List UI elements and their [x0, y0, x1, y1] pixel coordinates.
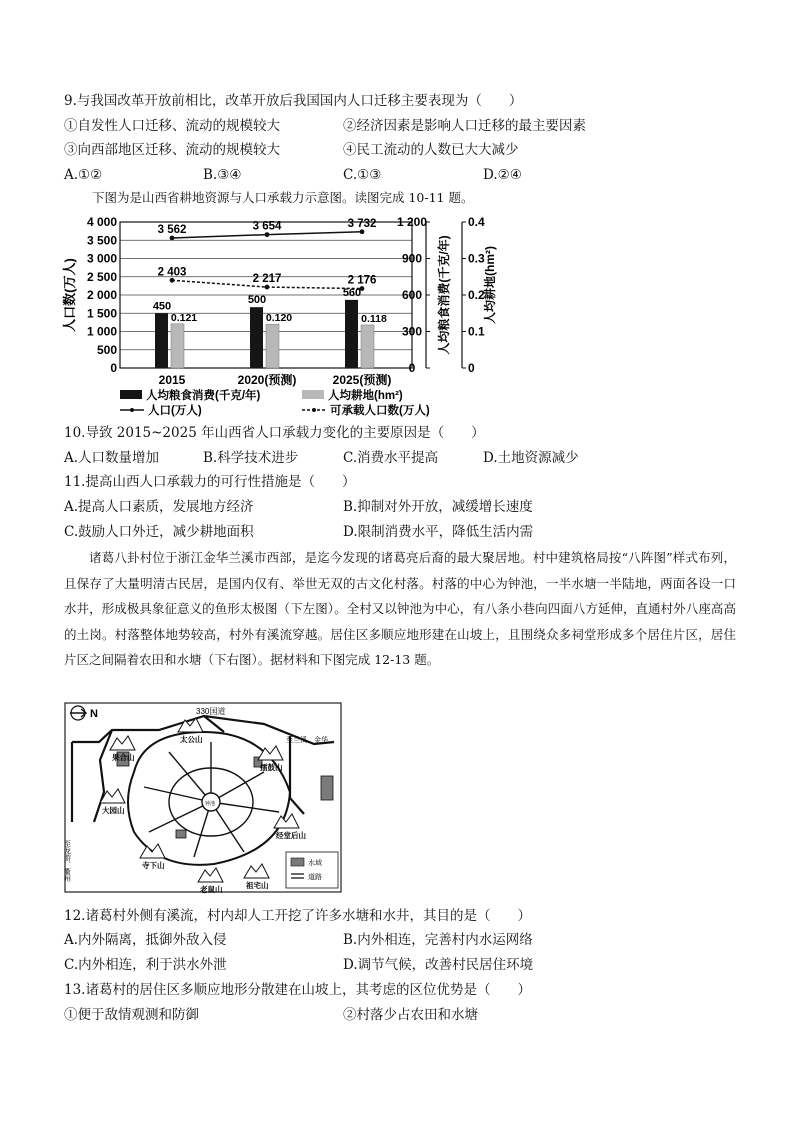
mid-tick-label: 1 200	[396, 215, 428, 229]
q10-option-a[interactable]: A.人口数量增加	[64, 450, 160, 466]
chart-legend	[120, 388, 430, 417]
q9-option-b[interactable]: B.③④	[203, 167, 242, 183]
q12-option-c[interactable]: C.内外相连，利于洪水外泄	[64, 957, 227, 973]
bar-food	[155, 313, 168, 368]
point-population	[265, 232, 270, 237]
q10-option-b[interactable]: B.科学技术进步	[203, 450, 299, 466]
mountain-label: 祖宅山	[246, 881, 269, 890]
mountain-label: 太公山	[180, 735, 203, 744]
north-label: N	[90, 708, 98, 720]
legend-population-label: 人口(万人)	[148, 405, 202, 417]
q13-stem: 13.诸葛村的居住区多顺应地形分散建在山坡上，其考虑的区位优势是（ ）	[64, 982, 531, 998]
mid-tick-label: 600	[401, 288, 423, 302]
legend-population-marker	[130, 408, 134, 412]
q12-option-b[interactable]: B.内外相连，完善村内水运网络	[343, 932, 533, 948]
chart-bars	[152, 300, 374, 368]
legend-food-label: 人均粮食消费(千克/年)	[146, 390, 261, 402]
right-tick-label: 0.3	[468, 251, 485, 266]
bar-food-label: 500	[247, 294, 267, 307]
mid-tick-label: 300	[401, 324, 423, 339]
legend-capacity-label: 可承载人口数(万人)	[330, 405, 430, 417]
x-tick-label: 2020(预测)	[237, 373, 297, 387]
point-capacity	[265, 285, 270, 290]
left-tick-label: 2 500	[86, 269, 117, 284]
bar-farmland-label: 0.120	[265, 312, 293, 325]
bar-farmland	[361, 325, 374, 368]
population-label: 3 732	[347, 217, 377, 230]
legend-farmland-label: 人均耕地(hm²)	[328, 390, 403, 402]
q10-stem: 10.导致 2015~2025 年山西省人口承载力变化的主要原因是（ ）	[64, 425, 485, 441]
q9-option-d[interactable]: D.②④	[483, 167, 522, 183]
q9-statement-2: ②经济因素是影响人口迁移的最主要因素	[343, 118, 586, 134]
left-tick-label: 3 500	[86, 233, 117, 248]
zhongchi-label: 钟池	[205, 801, 216, 807]
q11-stem: 11.提高山西人口承载力的可行性措施是（ ）	[64, 474, 356, 490]
legend-food-swatch	[120, 390, 142, 399]
population-label: 3 654	[252, 220, 282, 233]
q13-statement-2: ②村落少占农田和水塘	[343, 1007, 478, 1023]
q10-option-c[interactable]: C.消费水平提高	[343, 450, 439, 466]
bar-farmland-label: 0.118	[361, 312, 387, 325]
mid-tick-label: 900	[401, 251, 423, 266]
zhuge-village-map	[64, 702, 344, 894]
point-capacity	[170, 278, 175, 283]
q9-option-c[interactable]: C.①③	[343, 167, 382, 183]
capacity-label: 2 176	[347, 274, 377, 287]
left-axis-title: 人口数(万人)	[62, 258, 77, 332]
right-tick-label: 0.1	[468, 324, 485, 339]
mountain-label: 擂鼓山	[260, 763, 283, 772]
bar-food-label: 450	[152, 300, 172, 313]
bar-farmland	[266, 324, 279, 368]
mountain-label: 老鼠山	[200, 885, 223, 894]
left-tick-label: 1 500	[86, 306, 117, 321]
q10-option-d[interactable]: D.土地资源减少	[483, 450, 579, 466]
q11-option-c[interactable]: C.鼓励人口外迁，减少耕地面积	[64, 524, 254, 540]
x-tick-label: 2025(预测)	[332, 373, 392, 387]
q12-stem: 12.诸葛村外侧有溪流，村内却人工开挖了许多水塘和水井，其目的是（ ）	[64, 908, 531, 924]
left-tick-label: 3 000	[86, 251, 117, 266]
left-tick-label: 4 000	[86, 215, 117, 229]
mountain-label: 大园山	[102, 806, 125, 815]
mountain-label: 经堂后山	[276, 831, 306, 840]
bar-food	[345, 300, 358, 368]
q9-statement-1: ①自发性人口迁移、流动的规模较大	[64, 118, 280, 134]
legend-water-label: 水域	[308, 860, 322, 867]
legend-road-label: 道路	[308, 874, 322, 881]
right-tick-label: 0.2	[468, 288, 485, 302]
q12-option-d[interactable]: D.调节气候，改善村民居住环境	[343, 957, 534, 973]
left-tick-label: 2 000	[86, 288, 117, 302]
q9-stem: 9.与我国改革开放前相比，改革开放后我国国内人口迁移主要表现为（ ）	[64, 93, 523, 109]
mountain-label: 寺下山	[142, 861, 165, 870]
population-capacity-chart	[64, 212, 504, 424]
road-to-lanxi: 至兰溪、金华	[286, 737, 328, 744]
bar-food-label: 560	[342, 286, 362, 299]
bar-farmland	[171, 324, 184, 368]
q11-option-a[interactable]: A.提高人口素质，发展地方经济	[64, 499, 254, 515]
left-tick-label: 1 000	[86, 324, 117, 339]
point-population	[360, 229, 365, 234]
legend-farmland-swatch	[302, 390, 324, 399]
point-population	[170, 236, 175, 241]
mid-tick-label: 0	[408, 361, 416, 375]
q9-statement-4: ④民工流动的人数已大大减少	[343, 142, 519, 158]
capacity-label: 2 403	[157, 266, 187, 279]
right-axis-title: 人均耕地(hm²)	[483, 246, 497, 324]
chart-axes	[62, 215, 497, 387]
population-label: 3 562	[157, 223, 187, 236]
bar-farmland-label: 0.121	[170, 311, 198, 324]
q9-statement-3: ③向西部地区迁移、流动的规模较大	[64, 142, 280, 158]
left-tick-label: 500	[96, 342, 117, 357]
map-legend	[286, 852, 338, 888]
capacity-label: 2 217	[252, 273, 282, 286]
q11-option-d[interactable]: D.限制消费水平，降低生活内需	[343, 524, 534, 540]
q13-statement-1: ①便于敌情观测和防御	[64, 1007, 199, 1023]
legend-water-swatch	[291, 858, 304, 866]
road-330: 330国道	[196, 707, 226, 716]
legend-capacity-marker	[312, 408, 316, 412]
right-tick-label: 0	[468, 361, 475, 375]
q9-option-a[interactable]: A.①②	[64, 167, 103, 183]
q12-option-a[interactable]: A.内外隔离，抵御外敌入侵	[64, 932, 227, 948]
passage-zhuge-village: 诸葛八卦村位于浙江金华兰溪市西部，是迄今发现的诸葛亮后裔的最大聚居地。村中建筑格局按“八阵图”样式布列，且保存了大量明清古民居，是国内仅有、举世无双的古文化村落。村落的中心为钟池，一半水塘一半陆地，两面各设一口水井，形成极具象征意义的鱼形太极图（下左图）。全村又以钟池为中心，有八条小巷向四面八方延伸，直通村外八座高高的土岗。村落整体地势较高，村外有溪流穿越。居住区多顺应地形建在山坡上，且围绕众多祠堂形成多个居住片区，居住片区之间隔着农田和水塘（下右图）。据材料和下图完成 12-13 题。	[64, 550, 736, 667]
bar-food	[250, 307, 263, 368]
q11-option-b[interactable]: B.抑制对外开放，减缓增长速度	[343, 499, 533, 515]
mid-axis-title: 人均粮食消费(千克/年)	[437, 235, 451, 355]
mountain-label: 果合山	[112, 753, 135, 762]
chart-intro: 下图为是山西省耕地资源与人口承载力示意图。读图完成 10-11 题。	[92, 190, 474, 205]
road-to-longyou: 至龙游、衢州	[63, 840, 71, 882]
x-tick-label: 2015	[158, 373, 186, 387]
right-tick-label: 0.4	[468, 215, 485, 229]
left-tick-label: 0	[110, 361, 117, 375]
